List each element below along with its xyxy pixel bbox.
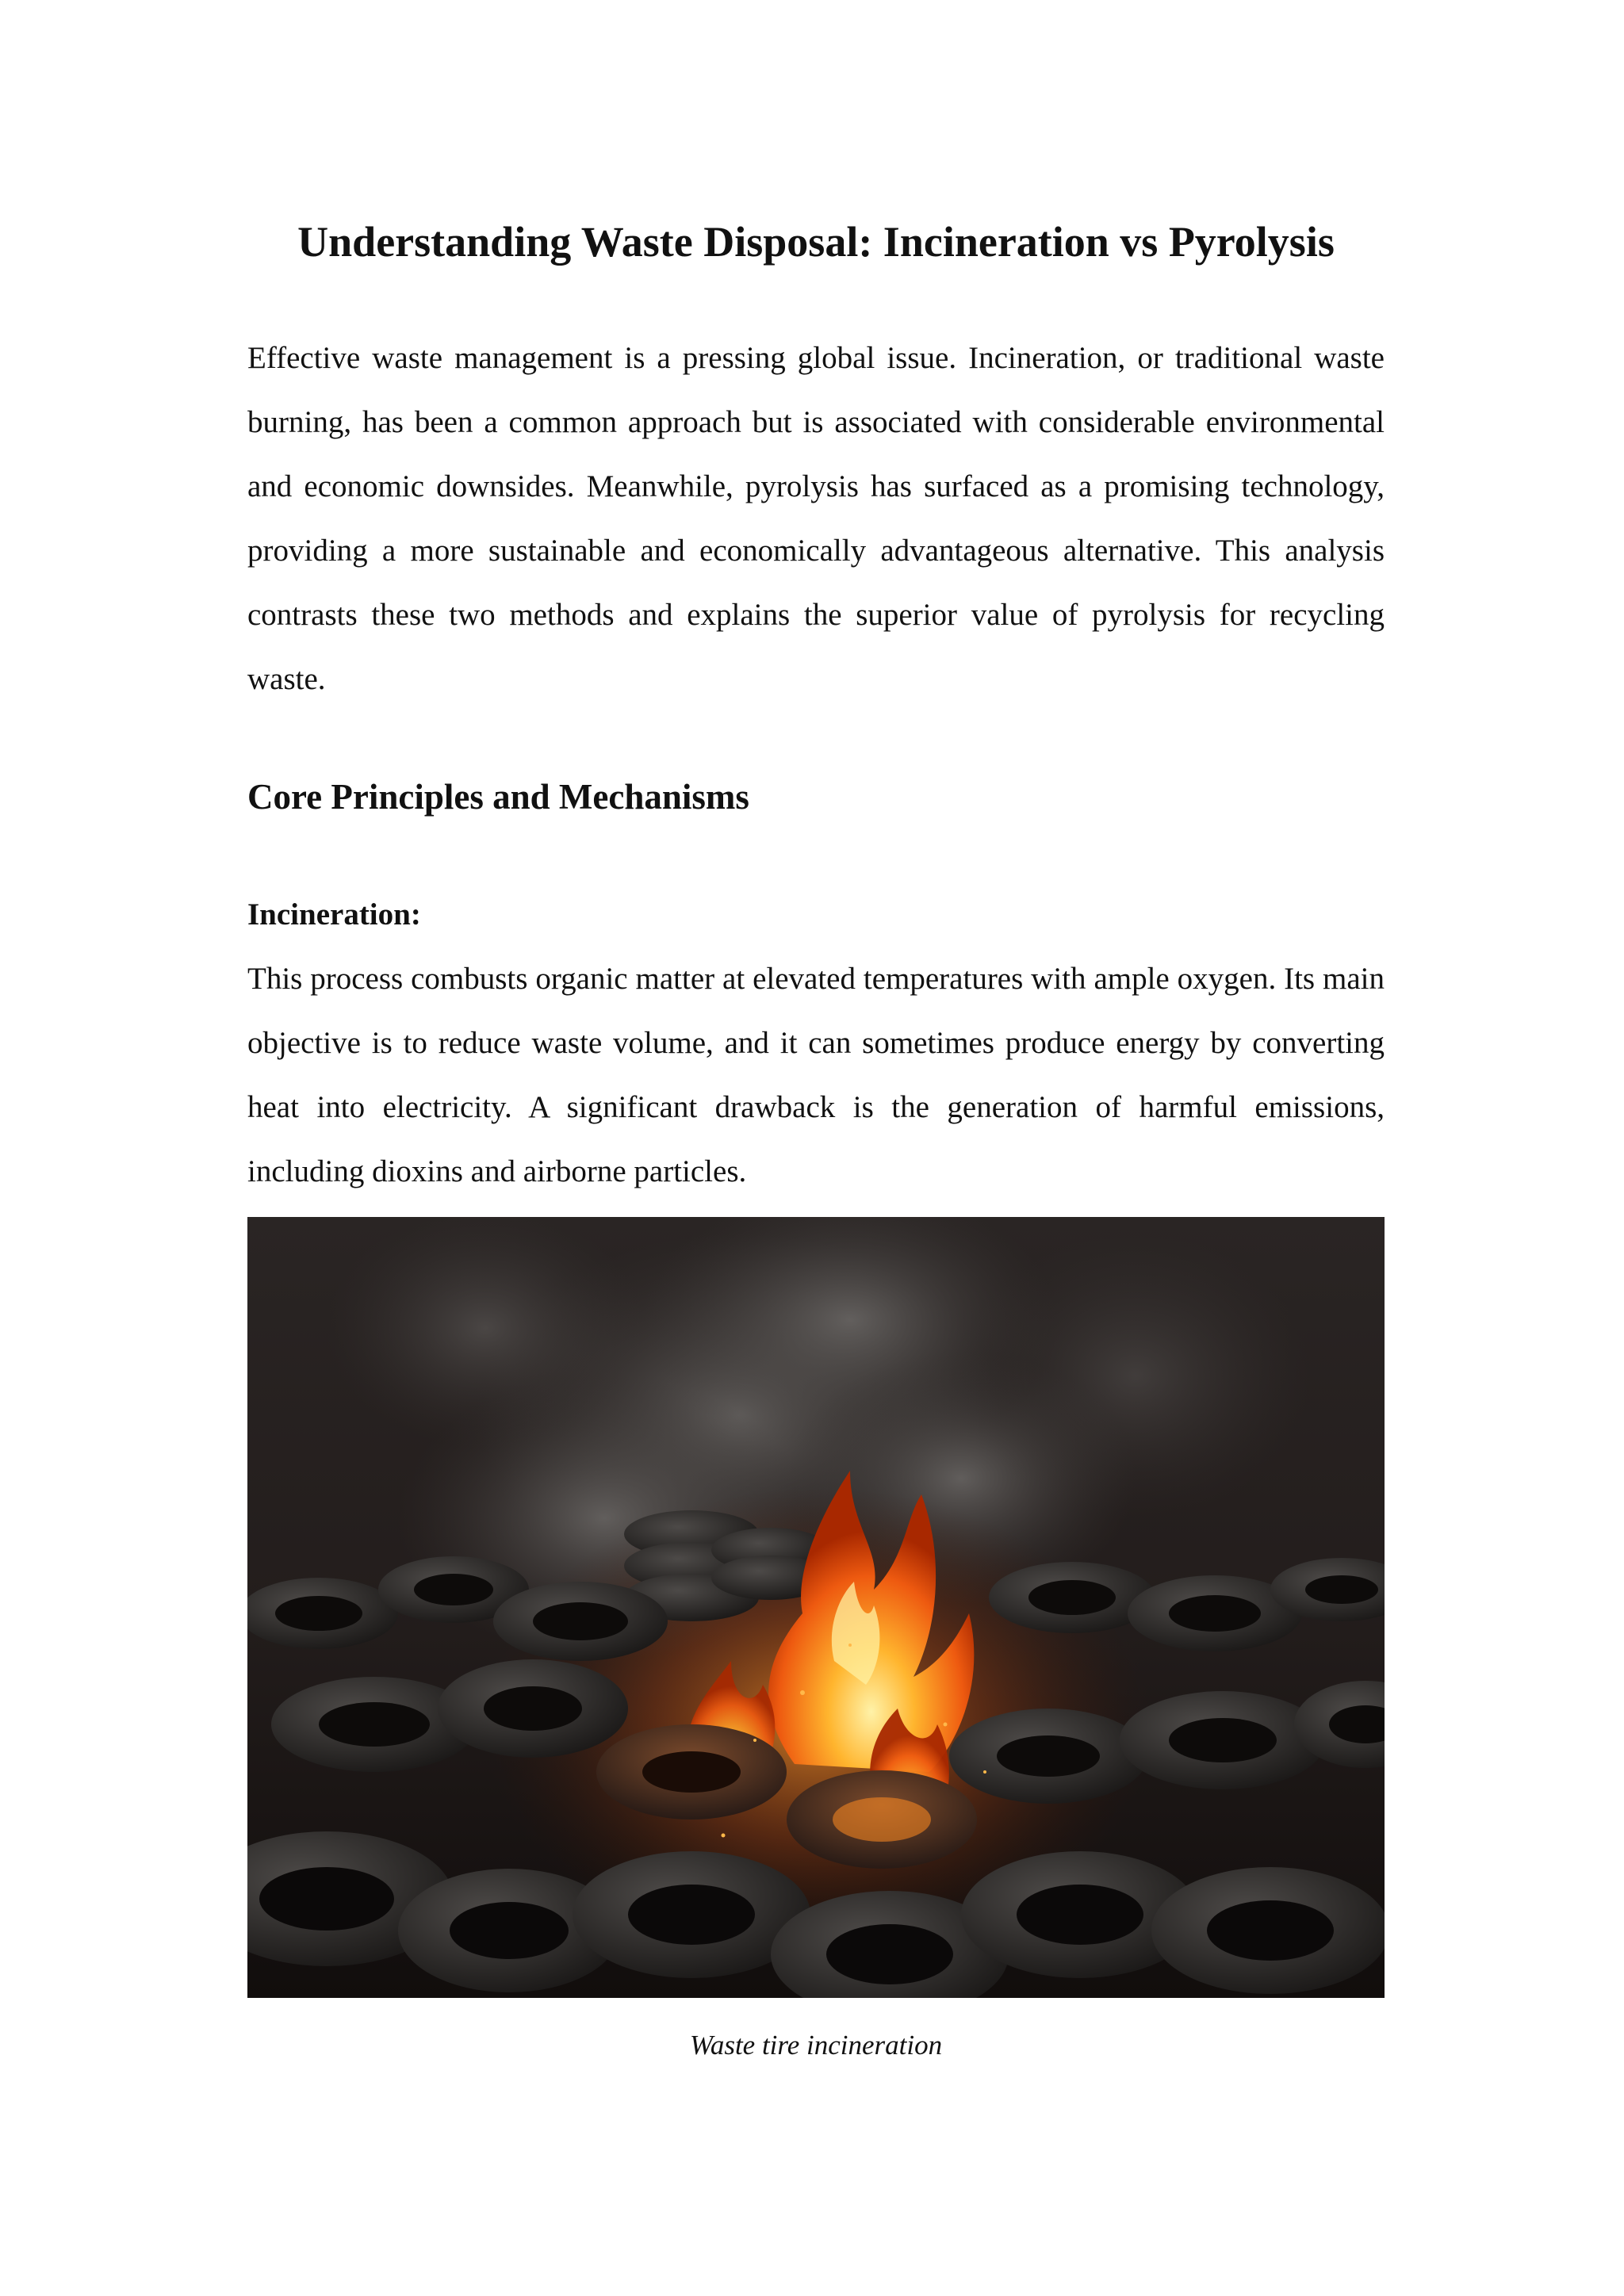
figure-caption: Waste tire incineration [689, 2030, 943, 2061]
incineration-heading: Incineration: [247, 897, 421, 932]
incineration-paragraph: This process combusts organic matter at elevated temperatures with ample oxygen. Its main objective is to reduce waste volume, and it can sometimes produce energy by converting heat into electricity. A significant drawback is the generation of harmful emissions, including dioxins and airborne particles. [247, 962, 1385, 1188]
tire-fire-image [247, 1217, 1385, 1998]
section-heading: Core Principles and Mechanisms [247, 777, 749, 817]
document-title: Understanding Waste Disposal: Incineration vs Pyrolysis [297, 218, 1335, 266]
intro-paragraph: Effective waste management is a pressing global issue. Incineration, or traditional waste burning, has been a common approach but is associated with considerable environmental and economic downsides. Meanwhile, pyrolysis has surfaced as a promising technology, providing a more sustainable and economically advantageous alternative. This analysis contrasts these two methods and explains the superior value of pyrolysis for recycling waste. [247, 341, 1385, 696]
